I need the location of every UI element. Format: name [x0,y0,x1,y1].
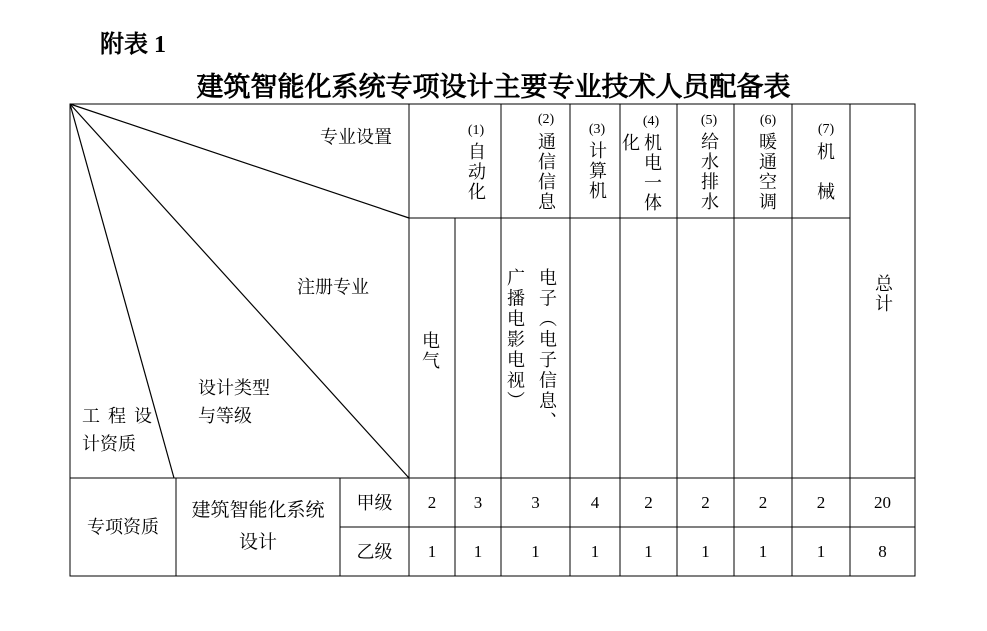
grade-a-count-electrical: 2 [427,492,437,512]
grade-a-count-mechatronics: 2 [644,492,653,512]
specialty-automation: 自动化 [466,142,486,202]
grade-a-count-hvac: 2 [758,492,768,512]
grade-a-count-communication: 3 [531,492,540,512]
appendix-label: 附表 1 [100,32,166,58]
specialty-mechanical-number: (7) [817,122,835,137]
specialty-communication: 通信信息 [536,132,556,212]
total-header: 总计 [873,274,893,314]
specialty-water-supply: 给水排水 [699,132,719,212]
grade-b-count-mechatronics: 1 [644,541,653,561]
grade-b-count-electrical: 1 [427,541,437,561]
grade-a-count-computer: 4 [590,492,600,512]
grade-b-total: 8 [878,541,887,561]
corner-diagonal-specialty [70,104,409,218]
specialty-hvac-number: (6) [759,113,777,128]
grade-b-count-hvac: 1 [758,541,768,561]
grade-b-count-communication: 1 [531,541,540,561]
corner-label-registered-specialty: 注册专业 [297,277,369,297]
grade-a-count-automation: 3 [473,492,483,512]
grade-a-count-mechanical: 2 [816,492,826,512]
corner-label-specialty-setting: 专业设置 [320,127,392,147]
corner-label-design-type-grade: 设计类型与等级 [198,378,270,426]
grade-b-count-computer: 1 [590,541,600,561]
specialty-mechanical: 机械 [815,142,835,222]
specialty-water-supply-number: (5) [700,113,718,128]
specialty-hvac: 暖通空调 [757,132,777,212]
specialty-computer-number: (3) [588,122,606,137]
grade-a-label: 甲级 [356,492,393,513]
specialty-communication-number: (2) [537,112,555,127]
specialty-automation-number: (1) [467,123,485,138]
grade-b-label: 乙级 [356,541,393,562]
registered-electrical: 电气 [420,331,440,371]
table-title: 建筑智能化系统专项设计主要专业技术人员配备表 [196,72,791,102]
design-type-cell [176,478,340,576]
grade-a-count-water-supply: 2 [701,492,710,512]
specialty-computer: 计算机 [587,141,607,201]
design-type-label: 建筑智能化系统设计 [191,500,325,553]
specialty-mechatronics: 机电一体化 [620,133,662,213]
grade-b-count-mechanical: 1 [816,541,826,561]
specialty-mechatronics-number: (4) [642,114,660,129]
grade-a-total: 20 [874,492,891,512]
registered-electronic: 电子（电子信息、广播电影电视） [505,268,557,432]
grade-b-count-automation: 1 [473,541,483,561]
corner-label-engineering-qualification: 工程设计资质 [82,406,152,454]
grade-b-count-water-supply: 1 [701,541,710,561]
qualification-category: 专项资质 [87,517,159,537]
